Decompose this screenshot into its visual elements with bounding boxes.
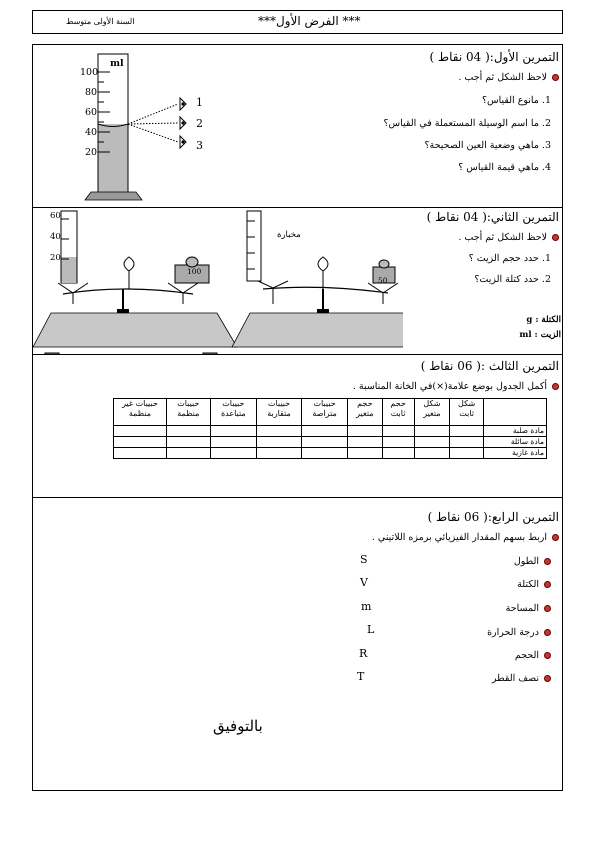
answer-cell[interactable] — [382, 426, 414, 437]
ex1-question: 2. ما اسم الوسيلة المستعملة في القياس؟ — [383, 118, 551, 129]
answer-cell[interactable] — [166, 437, 210, 448]
answer-cell[interactable] — [210, 426, 256, 437]
answer-cell[interactable] — [302, 437, 348, 448]
ex2-question: 1. حدد حجم الزيت ؟ — [468, 253, 551, 264]
left-cylinder-tick: 20 — [50, 253, 61, 263]
bullet-icon — [544, 581, 551, 588]
bullet-icon — [552, 234, 559, 241]
answer-mass: الكتلة : g — [526, 315, 561, 325]
cylinder-tick-label: 20 — [85, 147, 98, 158]
answer-cell[interactable] — [450, 426, 484, 437]
answer-cell[interactable] — [114, 448, 167, 459]
eye-label: 1 — [196, 96, 203, 109]
symbol-item: V — [360, 576, 368, 589]
ex2-question: 2. حدد كتلة الزيت؟ — [474, 274, 551, 285]
cylinder-unit: ml — [110, 58, 124, 69]
table-header-row — [114, 399, 547, 426]
answer-cell[interactable] — [166, 426, 210, 437]
quantity-item: درجة الحرارة — [487, 627, 551, 638]
answer-cell[interactable] — [166, 448, 210, 459]
table-header-cell: حبيبات منظمة — [166, 399, 210, 426]
table-corner-cell — [484, 399, 547, 426]
answer-cell[interactable] — [348, 448, 382, 459]
cylinder-tick-label: 100 — [80, 67, 99, 78]
quantity-item: الطول — [514, 556, 551, 567]
symbol-item: m — [361, 600, 372, 613]
bullet-icon — [544, 652, 551, 659]
header-level: السنة الأولى متوسط — [66, 17, 135, 26]
ex1-question: 4. ماهي قيمة القياس ؟ — [458, 162, 551, 173]
answer-cell[interactable] — [414, 437, 450, 448]
table-row-label: مادة صلبة — [484, 426, 547, 437]
answer-cell[interactable] — [114, 426, 167, 437]
answer-cell[interactable] — [210, 437, 256, 448]
bullet-icon — [552, 534, 559, 541]
table-row — [114, 448, 547, 459]
ex2-instruction: لاحظ الشكل ثم أجب . — [458, 232, 559, 243]
table-header-cell: شكل ثابت — [450, 399, 484, 426]
quantity-item: المساحة — [506, 603, 551, 614]
table-header-cell: حبيبات متباعدة — [210, 399, 256, 426]
table-header-cell: حجم ثابت — [382, 399, 414, 426]
states-of-matter-table — [113, 398, 547, 459]
answer-cell[interactable] — [256, 448, 301, 459]
answer-cell[interactable] — [414, 448, 450, 459]
answer-cell[interactable] — [450, 448, 484, 459]
bullet-icon — [552, 74, 559, 81]
eye-label: 3 — [196, 139, 203, 152]
symbol-item: T — [357, 670, 365, 683]
ex4-title: التمرين الرابع:( 06 نقاط ) — [427, 510, 559, 524]
right-cylinder-label: مخبارة — [277, 230, 301, 240]
cylinder-tick-label: 80 — [85, 87, 98, 98]
closing-wish: بالتوفيق — [213, 717, 263, 735]
left-weight-label: 100 — [187, 267, 202, 276]
divider-1 — [32, 207, 563, 208]
table-row-label: مادة غازية — [484, 448, 547, 459]
answer-cell[interactable] — [256, 437, 301, 448]
ex1-instruction: لاحظ الشكل ثم أجب . — [458, 72, 559, 83]
cylinder-tick-label: 40 — [85, 127, 98, 138]
table-row — [114, 437, 547, 448]
answer-cell[interactable] — [382, 437, 414, 448]
table-header-cell: حبيبات غير منظمة — [114, 399, 167, 426]
answer-oil: الزيت : ml — [519, 330, 561, 340]
table-row — [114, 426, 547, 437]
right-weight-label: 50 — [378, 276, 388, 285]
eye-label: 2 — [196, 117, 203, 130]
table-header-cell: حبيبات متقاربة — [256, 399, 301, 426]
answer-cell[interactable] — [348, 426, 382, 437]
answer-cell[interactable] — [382, 448, 414, 459]
answer-cell[interactable] — [450, 437, 484, 448]
bullet-icon — [544, 629, 551, 636]
table-header-cell: حبيبات متراصة — [302, 399, 348, 426]
answer-cell[interactable] — [302, 426, 348, 437]
bullet-icon — [544, 558, 551, 565]
ex3-title: التمرين الثالث :( 06 نقاط ) — [420, 359, 559, 373]
divider-2 — [32, 354, 563, 355]
answer-cell[interactable] — [348, 437, 382, 448]
ex3-instruction: أكمل الجدول بوضع علامة(×)في الخانة المناسبة . — [353, 381, 559, 392]
bullet-icon — [552, 383, 559, 390]
bullet-icon — [544, 675, 551, 682]
ex4-instruction: اربط بسهم المقدار الفيزيائي برمزه اللاتيني . — [372, 532, 559, 543]
divider-3 — [32, 497, 563, 498]
ex1-question: 1. مانوع القياس؟ — [481, 95, 551, 106]
quantity-item: الحجم — [515, 650, 551, 661]
symbol-item: R — [359, 647, 368, 660]
left-cylinder-tick: 40 — [50, 232, 61, 242]
answer-cell[interactable] — [256, 426, 301, 437]
table-header-cell: شكل متغير — [414, 399, 450, 426]
answer-cell[interactable] — [302, 448, 348, 459]
table-row-label: مادة سائلة — [484, 437, 547, 448]
table-header-cell: حجم متغير — [348, 399, 382, 426]
balance-figure — [33, 209, 403, 354]
bullet-icon — [544, 605, 551, 612]
quantity-item: نصف القطر — [492, 673, 551, 684]
answer-cell[interactable] — [210, 448, 256, 459]
ex1-title: التمرين الأول:( 04 نقاط ) — [429, 50, 559, 64]
left-cylinder-tick: 60 — [50, 211, 61, 221]
quantity-item: الكتلة — [517, 579, 551, 590]
answer-cell[interactable] — [114, 437, 167, 448]
symbol-item: S — [360, 553, 368, 566]
ex1-question: 3. ماهي وضعية العين الصحيحة؟ — [424, 140, 551, 151]
cylinder-tick-label: 60 — [85, 107, 98, 118]
answer-cell[interactable] — [414, 426, 450, 437]
header-title: *** الفرض الأول*** — [258, 14, 361, 28]
ex2-title: التمرين الثاني:( 04 نقاط ) — [426, 210, 559, 224]
symbol-item: L — [367, 623, 375, 636]
